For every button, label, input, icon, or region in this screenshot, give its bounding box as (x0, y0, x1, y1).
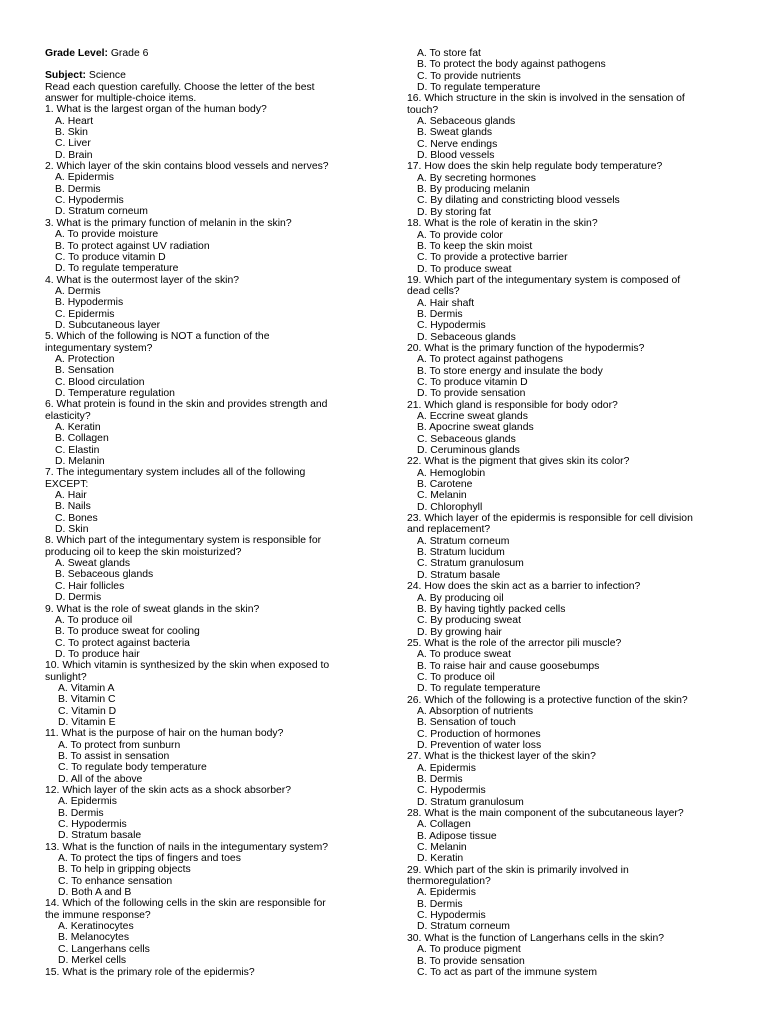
question-text: producing oil to keep the skin moisturized? (45, 546, 242, 558)
answer-option[interactable]: D. To provide sensation (417, 388, 526, 400)
answer-option[interactable]: B. To raise hair and cause goosebumps (417, 660, 600, 672)
answer-option[interactable]: A. To produce pigment (417, 944, 521, 956)
answer-option[interactable]: B. Nails (55, 501, 91, 513)
answer-option[interactable]: C. To produce vitamin D (55, 251, 166, 263)
answer-option[interactable]: A. To protect against pathogens (417, 354, 563, 366)
answer-option[interactable]: B. To help in gripping objects (58, 864, 191, 876)
answer-option[interactable]: B. To protect the body against pathogens (417, 59, 606, 71)
answer-option[interactable]: C. Hypodermis (417, 910, 486, 922)
answer-option[interactable]: B. Hypodermis (55, 297, 124, 309)
answer-option[interactable]: C. Hypodermis (417, 785, 486, 797)
answer-option[interactable]: A. Dermis (55, 285, 101, 297)
answer-option[interactable]: C. To protect against bacteria (55, 637, 190, 649)
answer-option[interactable]: D. Stratum granulosum (417, 796, 524, 808)
question-text: 28. What is the main component of the subcutaneous layer? (407, 808, 684, 820)
answer-option[interactable]: A. To protect the tips of fingers and toes (58, 853, 241, 865)
question-text: 15. What is the primary role of the epidermis? (45, 966, 255, 978)
answer-option[interactable]: C. Elastin (55, 444, 100, 456)
question-text: integumentary system? (45, 342, 153, 354)
question-text: the immune response? (45, 909, 151, 921)
question-text: 27. What is the thickest layer of the skin? (407, 751, 596, 763)
answer-option[interactable]: C. Hypodermis (55, 195, 124, 207)
answer-option[interactable]: B. Melanocytes (58, 932, 130, 944)
answer-option[interactable]: C. Blood circulation (55, 376, 145, 388)
question-text: 12. Which layer of the skin acts as a shock absorber? (45, 785, 292, 796)
answer-option[interactable]: B. Adipose tissue (417, 830, 497, 842)
answer-option[interactable]: D. Brain (55, 149, 93, 161)
answer-option[interactable]: B. To assist in sensation (58, 750, 170, 762)
answer-option[interactable]: A. Eccrine sweat glands (417, 411, 528, 422)
question-text: 1. What is the largest organ of the human body? (45, 104, 267, 116)
question-text: and replacement? (407, 524, 491, 536)
answer-option[interactable]: D. Skin (55, 524, 89, 536)
question-text: 24. How does the skin act as a barrier to infection? (407, 581, 641, 593)
answer-option[interactable]: B. Skin (55, 127, 88, 139)
answer-option[interactable]: D. Stratum basale (417, 569, 501, 581)
right-column (407, 0, 737, 978)
answer-option[interactable]: B. Sensation (55, 365, 114, 377)
answer-option[interactable]: B. To keep the skin moist (417, 240, 533, 252)
answer-option[interactable]: C. Bones (55, 512, 98, 524)
answer-option[interactable]: C. To enhance sensation (58, 875, 173, 887)
answer-option[interactable]: D. Sebaceous glands (417, 331, 516, 343)
answer-option[interactable]: B. Vitamin C (58, 694, 116, 706)
answer-option[interactable]: B. Carotene (417, 479, 473, 491)
answer-option[interactable]: B. Sebaceous glands (55, 569, 154, 581)
answer-option[interactable]: B. By producing melanin (417, 184, 530, 196)
answer-option[interactable]: C. To provide a protective barrier (417, 252, 568, 264)
answer-option[interactable]: C. Langerhans cells (58, 943, 150, 955)
question-text: 14. Which of the following cells in the skin are responsible for (45, 898, 326, 910)
question-text: 7. The integumentary system includes all of the following (45, 467, 306, 479)
answer-option[interactable]: A. Hair (55, 490, 87, 502)
answer-option[interactable]: A. Vitamin A (58, 682, 115, 694)
answer-option[interactable]: A. To provide moisture (55, 229, 159, 241)
answer-option[interactable]: C. To regulate body temperature (58, 762, 207, 774)
answer-option[interactable]: A. Hemoglobin (417, 467, 486, 479)
answer-option[interactable]: B. Sensation of touch (417, 717, 516, 729)
answer-option[interactable]: B. Apocrine sweat glands (417, 422, 534, 434)
answer-option[interactable]: D. Subcutaneous layer (55, 319, 161, 331)
question-text: 21. Which gland is responsible for body odor? (407, 399, 618, 411)
answer-option[interactable]: A. To provide color (417, 229, 503, 241)
answer-option[interactable]: D. To regulate temperature (55, 263, 179, 275)
answer-option[interactable]: B. Collagen (55, 433, 109, 445)
question-text: 30. What is the function of Langerhans cells in the skin? (407, 932, 665, 944)
question-text: 23. Which layer of the epidermis is responsible for cell division (407, 513, 693, 525)
answer-option[interactable]: D. Melanin (55, 456, 105, 468)
answer-option[interactable]: A. Epidermis (417, 887, 476, 899)
question-text: 19. Which part of the integumentary system is composed of (407, 274, 681, 286)
answer-option[interactable]: D. All of the above (58, 773, 143, 785)
answer-option[interactable]: A. To produce oil (55, 614, 133, 626)
question-text: 22. What is the pigment that gives skin its color? (407, 456, 630, 468)
answer-option[interactable]: A. Keratinocytes (58, 921, 134, 933)
answer-option[interactable]: A. To store fat (417, 48, 481, 59)
answer-option[interactable]: C. Hypodermis (58, 819, 127, 831)
question-text: 2. Which layer of the skin contains blood vessels and nerves? (45, 161, 329, 173)
question-text: dead cells? (407, 286, 460, 298)
answer-option[interactable]: A. Keratin (55, 422, 101, 433)
question-text: 6. What protein is found in the skin and provides strength and (45, 399, 328, 411)
question-text: 13. What is the function of nails in the integumentary system? (45, 841, 329, 853)
answer-option[interactable]: A. Hair shaft (417, 297, 475, 309)
answer-option[interactable]: D. Vitamin E (58, 716, 116, 728)
answer-option[interactable]: B. Sweat glands (417, 127, 493, 139)
question-text: 25. What is the role of the arrector pili muscle? (407, 637, 622, 649)
answer-option[interactable]: D. By growing hair (417, 626, 502, 638)
answer-option[interactable]: C. Production of hormones (417, 728, 541, 740)
answer-option[interactable]: D. Stratum corneum (417, 921, 510, 933)
right-question-list (407, 48, 737, 978)
answer-option[interactable]: D. Chlorophyll (417, 501, 483, 513)
answer-option[interactable]: D. Stratum corneum (55, 206, 148, 218)
grade-level-value: Grade 6 (110, 48, 149, 59)
answer-option[interactable]: D. To produce sweat (417, 263, 512, 275)
question-text: 11. What is the purpose of hair on the human body? (45, 728, 284, 740)
answer-option[interactable]: B. Dermis (417, 308, 463, 320)
answer-option[interactable]: A. Heart (55, 115, 94, 127)
question-text: 9. What is the role of sweat glands in the skin? (45, 603, 260, 615)
answer-option[interactable]: C. By producing sweat (417, 615, 521, 627)
question-text: 18. What is the role of keratin in the skin? (407, 218, 598, 230)
grade-level (45, 48, 370, 59)
answer-option[interactable]: C. Epidermis (55, 308, 115, 320)
question-text: thermoregulation? (407, 876, 491, 888)
answer-option[interactable]: C. To produce vitamin D (417, 376, 528, 388)
answer-option[interactable]: C. To provide nutrients (417, 70, 521, 82)
answer-option[interactable]: B. To provide sensation (417, 955, 525, 967)
answer-option[interactable]: D. Ceruminous glands (417, 445, 520, 457)
question-text: 3. What is the primary function of melanin in the skin? (45, 217, 292, 229)
answer-option[interactable]: A. To produce sweat (417, 649, 511, 661)
answer-option[interactable]: B. Stratum lucidum (417, 547, 505, 559)
answer-option[interactable]: A. Sebaceous glands (417, 116, 516, 128)
answer-option[interactable]: D. Merkel cells (58, 955, 127, 967)
question-text: touch? (407, 104, 439, 116)
instructions-line: answer for multiple-choice items. (45, 93, 197, 105)
answer-option[interactable]: C. To act as part of the immune system (417, 966, 597, 978)
answer-option[interactable]: D. Blood vessels (417, 150, 495, 162)
answer-option[interactable]: C. Vitamin D (58, 705, 117, 717)
answer-option[interactable]: B. To store energy and insulate the body (417, 365, 603, 377)
question-text: 5. Which of the following is NOT a function of the (45, 331, 270, 343)
grade-level-label: Grade Level: (45, 48, 108, 59)
answer-option[interactable]: C. Sebaceous glands (417, 433, 516, 445)
answer-option[interactable]: A. Epidermis (55, 172, 114, 184)
answer-option[interactable]: A. Collagen (417, 819, 471, 831)
subject-value: Science (88, 70, 126, 82)
answer-option[interactable]: C. Liver (55, 138, 91, 150)
answer-option[interactable]: B. To produce sweat for cooling (55, 626, 200, 638)
answer-option[interactable]: B. Dermis (417, 774, 463, 785)
answer-option[interactable]: C. Hair follicles (55, 580, 125, 592)
answer-option[interactable]: A. Epidermis (417, 762, 476, 774)
answer-option[interactable]: D. Temperature regulation (55, 387, 175, 399)
question-text: 4. What is the outermost layer of the skin? (45, 274, 240, 286)
left-column (45, 0, 370, 978)
question-text: 17. How does the skin help regulate body temperature? (407, 161, 663, 173)
answer-option[interactable]: C. Hypodermis (417, 320, 486, 332)
answer-option[interactable]: D. To regulate temperature (417, 683, 541, 695)
answer-option[interactable]: D. By storing fat (417, 206, 491, 218)
answer-option[interactable]: D. Keratin (417, 853, 464, 865)
answer-option[interactable]: A. To protect from sunburn (58, 739, 181, 751)
answer-option[interactable]: C. Melanin (417, 842, 467, 854)
answer-option[interactable]: C. To produce oil (417, 671, 495, 683)
answer-option[interactable]: C. By dilating and constricting blood vessels (417, 195, 620, 207)
answer-option[interactable]: D. Stratum basale (58, 830, 142, 842)
answer-option[interactable]: A. Sweat glands (55, 558, 131, 570)
question-text: 26. Which of the following is a protective function of the skin? (407, 694, 688, 706)
answer-option[interactable]: C. Nerve endings (417, 138, 498, 150)
answer-option[interactable]: B. Dermis (55, 183, 101, 195)
answer-option[interactable]: C. Melanin (417, 490, 467, 502)
answer-option[interactable]: A. By producing oil (417, 592, 504, 604)
instructions-line: Read each question carefully. Choose the letter of the best (45, 81, 315, 93)
answer-option[interactable]: B. By having tightly packed cells (417, 603, 566, 615)
answer-option[interactable]: D. To produce hair (55, 648, 140, 660)
question-text: 29. Which part of the skin is primarily involved in (407, 864, 629, 876)
answer-option[interactable]: B. Dermis (417, 898, 463, 910)
answer-option[interactable]: A. By secreting hormones (417, 172, 536, 184)
subject-label: Subject: (45, 70, 86, 82)
question-text: 10. Which vitamin is synthesized by the skin when exposed to (45, 660, 330, 672)
answer-option[interactable]: B. Dermis (58, 807, 104, 819)
subject (45, 70, 370, 81)
answer-option[interactable]: B. To protect against UV radiation (55, 240, 210, 252)
answer-option[interactable]: A. Epidermis (58, 796, 117, 808)
answer-option[interactable]: D. Dermis (55, 592, 102, 604)
answer-option[interactable]: A. Protection (55, 353, 115, 365)
answer-option[interactable]: A. Absorption of nutrients (417, 705, 534, 717)
answer-option[interactable]: D. To regulate temperature (417, 82, 541, 94)
answer-option[interactable]: A. Stratum corneum (417, 535, 510, 547)
answer-option[interactable]: D. Prevention of water loss (417, 739, 542, 751)
question-text: EXCEPT: (45, 478, 89, 490)
question-text: 20. What is the primary function of the hypodermis? (407, 342, 645, 354)
answer-option[interactable]: C. Stratum granulosum (417, 558, 524, 570)
question-text: elasticity? (45, 410, 91, 422)
left-question-list (45, 104, 370, 977)
question-text: sunlight? (45, 671, 87, 683)
question-text: 8. Which part of the integumentary system is responsible for (45, 535, 322, 547)
answer-option[interactable]: D. Both A and B (58, 887, 132, 899)
question-text: 16. Which structure in the skin is involved in the sensation of (407, 93, 685, 105)
